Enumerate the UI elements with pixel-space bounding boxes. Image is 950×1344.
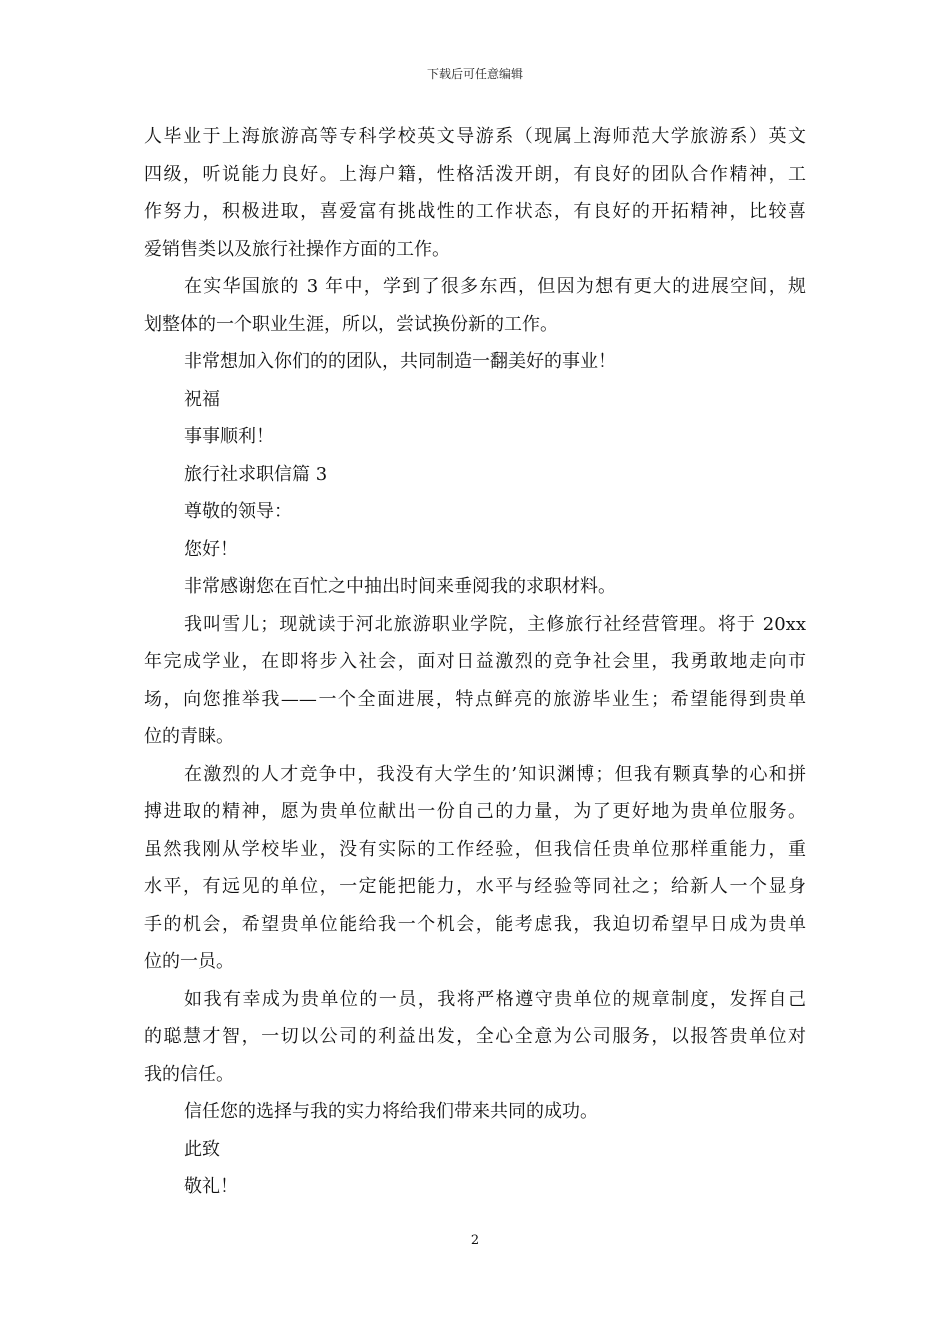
body-line: 您好！ [184, 538, 238, 560]
body-line: 爱销售类以及旅行社操作方面的工作。 [144, 238, 450, 260]
body-line: 年完成学业，在即将步入社会，面对日益激烈的竞争社会里，我勇敢地走向市 [144, 651, 806, 672]
body-line: 如我有幸成为贵单位的一员，我将严格遵守贵单位的规章制度，发挥自己 [184, 988, 806, 1010]
body-line: 场，向您推举我——一个全面进展，特点鲜亮的旅游毕业生；希望能得到贵单 [144, 688, 806, 710]
page-header: 下载后可任意编辑 [426, 67, 523, 81]
body-line: 水平，有远见的单位，一定能把能力，水平与经验等同社之；给新人一个显身 [144, 876, 806, 897]
body-line: 祝福 [184, 388, 220, 410]
body-line: 尊敬的领导： [184, 501, 292, 522]
body-line: 位的青睐。 [144, 726, 234, 747]
body-line: 搏进取的精神，愿为贵单位献出一份自己的力量，为了更好地为贵单位服务。 [144, 801, 806, 822]
body-line: 作努力，积极进取，喜爱富有挑战性的工作状态，有良好的开拓精神，比较喜 [144, 201, 806, 222]
body-line: 我的信任。 [144, 1063, 234, 1085]
body-line: 事事顺利！ [184, 426, 274, 447]
body-line: 非常想加入你们的的团队，共同制造一翻美好的事业！ [184, 351, 616, 372]
body-line: 敬礼！ [184, 1176, 238, 1197]
page-number: 2 [470, 1233, 480, 1248]
body-line: 虽然我刚从学校毕业，没有实际的工作经验，但我信任贵单位那样重能力，重 [144, 838, 806, 860]
section-heading: 旅行社求职信篇 3 [184, 463, 328, 485]
body-line: 位的一员。 [144, 951, 234, 972]
body-line: 划整体的一个职业生涯，所以，尝试换份新的工作。 [144, 313, 558, 335]
body-line: 信任您的选择与我的实力将给我们带来共同的成功。 [184, 1101, 598, 1122]
body-line: 我叫雪儿；现就读于河北旅游职业学院，主修旅行社经营管理。将于 20xx [184, 613, 806, 635]
body-line: 此致 [184, 1138, 220, 1160]
body-line: 的聪慧才智，一切以公司的利益出发，全心全意为公司服务，以报答贵单位对 [144, 1026, 806, 1047]
document-body [144, 118, 806, 1206]
body-line: 在实华国旅的 3 年中，学到了很多东西，但因为想有更大的进展空间，规 [184, 276, 806, 297]
body-line: 手的机会，希望贵单位能给我一个机会，能考虑我，我迫切希望早日成为贵单 [144, 913, 806, 935]
body-line: 在激烈的人才竞争中，我没有大学生的’知识渊博；但我有颗真挚的心和拼 [184, 763, 806, 785]
body-line: 人毕业于上海旅游高等专科学校英文导游系（现属上海师范大学旅游系）英文 [144, 126, 806, 147]
body-line: 非常感谢您在百忙之中抽出时间来垂阅我的求职材料。 [184, 576, 616, 597]
body-line: 四级，听说能力良好。上海户籍，性格活泼开朗，有良好的团队合作精神，工 [144, 163, 806, 185]
